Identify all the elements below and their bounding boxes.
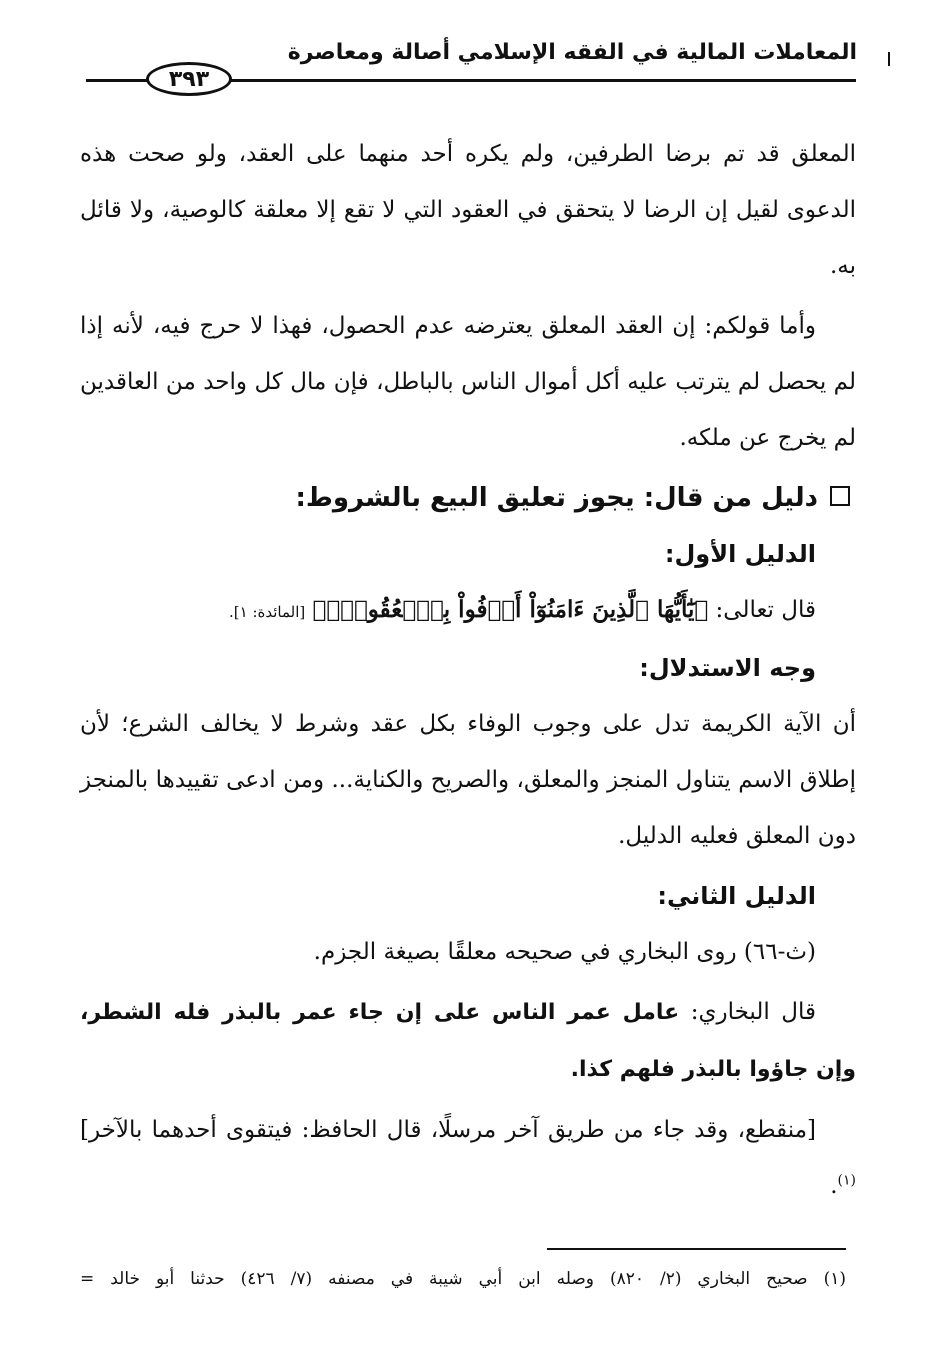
section-heading (80, 470, 856, 526)
paragraph-3: أن الآية الكريمة تدل على وجوب الوفاء بكل عقد وشرط لا يخالف الشرع؛ لأن إطلاق الاسم يتناول المنجز والمعلق، والصريح والكناية... ومن ادعى تقييدها بالمنجز دون المعلق فعليه الدليل. (80, 711, 856, 849)
paragraph-4: (ث-٦٦) روى البخاري في صحيحه معلقًا بصيغة الجزم. (313, 939, 816, 965)
bukhari-intro: قال البخاري: (690, 999, 817, 1025)
body-text (80, 126, 856, 1214)
paragraph-6-end: . (830, 1173, 838, 1199)
section-heading-text: دليل من قال: يجوز تعليق البيع بالشروط: (295, 483, 818, 513)
paragraph-2: وأما قولكم: إن العقد المعلق يعترضه عدم الحصول، فهذا لا حرج فيه، لأنه إذا لم يحصل لم يترتب عليه أكل أموال الناس بالباطل، فإن مال كل واحد من العاقدين لم يخرج عن ملكه. (80, 313, 856, 451)
footnote-rule (547, 1248, 846, 1250)
paragraph-5 (80, 984, 856, 1098)
bukhari-quote: عامل عمر الناس على إن جاء عمر بالبذر فله الشطر، وإن جاؤوا بالبذر فلهم كذا. (80, 1000, 856, 1082)
paragraph-1: المعلق قد تم برضا الطرفين، ولم يكره أحد منهما على العقد، ولو صحت هذه الدعوى لقيل إن الرضا لا يتحقق في العقود التي لا تقع إلا معلقة كالوصية، ولا قائل به. (80, 141, 856, 279)
verse-reference: [المائدة: ١]. (228, 603, 306, 621)
checkbox-square-icon (830, 486, 850, 506)
verse-intro: قال تعالى: (715, 597, 816, 623)
paragraph-6 (80, 1102, 856, 1214)
inference-heading: وجه الاستدلال: (639, 654, 816, 682)
footnote: (١) صحيح البخاري (٢/ ٨٢٠) وصله ابن أبي شيبة في مصنفه (٧/ ٤٢٦) حدثنا أبو خالد = (80, 1269, 846, 1289)
running-header-title: المعاملات المالية في الفقه الإسلامي أصالة ومعاصرة (287, 40, 857, 65)
footnote-reference[interactable]: (١) (837, 1172, 856, 1189)
paragraph-6-text: [منقطع، وقد جاء من طريق آخر مرسلًا، قال الحافظ: فيتقوى أحدهما بالآخر] (80, 1117, 816, 1143)
header-mark (888, 52, 890, 66)
second-evidence-heading: الدليل الثاني: (657, 882, 816, 910)
first-evidence-heading: الدليل الأول: (664, 540, 816, 568)
quran-verse: ﴿يَٰٓأَيُّهَا ٱلَّذِينَ ءَامَنُوٓاْ أَوۡفُواْ بِٱلۡعُقُودِۚ﴾ (312, 596, 709, 623)
page-number: ٣٩٣ (146, 62, 232, 96)
verse-line (80, 582, 856, 640)
